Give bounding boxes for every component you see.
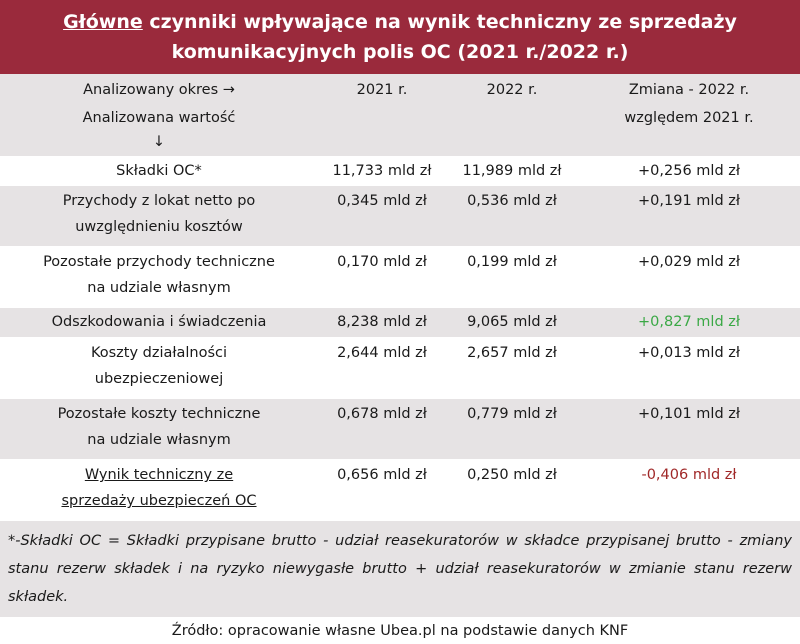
header-change-line-1: Zmiana - 2022 r. bbox=[628, 82, 750, 98]
value-2022: 0,250 mld zł bbox=[467, 467, 557, 483]
header-analyzed-value bbox=[0, 74, 318, 157]
table-row bbox=[0, 460, 800, 521]
value-2021: 11,733 mld zł bbox=[332, 163, 432, 179]
table-row bbox=[0, 247, 800, 308]
value-2021: 0,170 mld zł bbox=[337, 254, 427, 270]
value-change: +0,029 mld zł bbox=[638, 254, 740, 270]
table-row bbox=[0, 338, 800, 399]
value-2021: 0,656 mld zł bbox=[337, 467, 427, 483]
table-title bbox=[0, 0, 800, 74]
row-label-line-1: Wynik techniczny ze bbox=[84, 467, 234, 483]
row-label-line-1: Koszty działalności bbox=[90, 345, 228, 361]
footnote: *-Składki OC = Składki przypisane brutto - udział reasekuratorów w składce przypisanej brutto - zmiany stanu rezerw składek i na ryzyko niewygasłe brutto + udział reasekuratorów w zmianie stanu rezerw składek. bbox=[0, 521, 800, 617]
title-line-1 bbox=[0, 7, 800, 37]
table-row bbox=[0, 399, 800, 460]
value-2022: 0,199 mld zł bbox=[467, 254, 557, 270]
row-label bbox=[0, 399, 318, 460]
table-row bbox=[0, 308, 800, 338]
header-change bbox=[578, 74, 800, 157]
value-2021: 8,238 mld zł bbox=[318, 308, 446, 338]
value-2021: 0,678 mld zł bbox=[318, 399, 446, 460]
value-2022: 2,657 mld zł bbox=[467, 345, 557, 361]
value-2022: 11,989 mld zł bbox=[462, 163, 562, 179]
row-label bbox=[0, 186, 318, 247]
row-label-line-2: ubezpieczeniowej bbox=[94, 371, 224, 387]
row-label-line-1: Pozostałe przychody techniczne bbox=[43, 254, 275, 270]
value-2022: 0,536 mld zł bbox=[446, 186, 578, 247]
value-2022: 0,779 mld zł bbox=[446, 399, 578, 460]
results-table bbox=[0, 74, 800, 521]
header-value-label: Analizowana wartość bbox=[82, 110, 236, 126]
value-2022: 9,065 mld zł bbox=[446, 308, 578, 338]
row-label: Odszkodowania i świadczenia bbox=[0, 308, 318, 338]
row-label-line-2: uwzględnieniu kosztów bbox=[75, 219, 243, 235]
value-change: +0,013 mld zł bbox=[638, 345, 740, 361]
row-label-line-1: Przychody z lokat netto po bbox=[62, 193, 256, 209]
value-2021: 2,644 mld zł bbox=[337, 345, 427, 361]
value-change: +0,256 mld zł bbox=[638, 163, 740, 179]
row-label bbox=[0, 460, 318, 521]
row-label-line-2: sprzedaży ubezpieczeń OC bbox=[61, 493, 257, 509]
arrow-down-icon: ↓ bbox=[152, 134, 166, 150]
title-line-2: komunikacyjnych polis OC (2021 r./2022 r.) bbox=[171, 41, 629, 63]
header-2022: 2022 r. bbox=[446, 74, 578, 157]
title-line-1-rest: czynniki wpływające na wynik techniczny ze sprzedaży bbox=[142, 11, 737, 33]
table-header-row bbox=[0, 74, 800, 157]
row-label-line-2: na udziale własnym bbox=[87, 432, 231, 448]
table-row bbox=[0, 157, 800, 186]
row-label-line-2: na udziale własnym bbox=[87, 280, 231, 296]
row-label-line-1: Pozostałe koszty techniczne bbox=[57, 406, 261, 422]
value-2021: 0,345 mld zł bbox=[318, 186, 446, 247]
value-change-negative: -0,406 mld zł bbox=[641, 467, 737, 483]
value-change: +0,101 mld zł bbox=[578, 399, 800, 460]
row-label bbox=[0, 338, 318, 399]
row-label bbox=[0, 247, 318, 308]
header-period-label: Analizowany okres → bbox=[83, 82, 235, 98]
source-note: Źródło: opracowanie własne Ubea.pl na podstawie danych KNF bbox=[171, 623, 629, 639]
title-emphasis: Główne bbox=[63, 11, 143, 33]
value-change-positive: +0,827 mld zł bbox=[578, 308, 800, 338]
header-2021: 2021 r. bbox=[318, 74, 446, 157]
row-label: Składki OC* bbox=[116, 163, 202, 179]
header-change-line-2: względem 2021 r. bbox=[624, 110, 754, 126]
value-change: +0,191 mld zł bbox=[578, 186, 800, 247]
table-row bbox=[0, 186, 800, 247]
